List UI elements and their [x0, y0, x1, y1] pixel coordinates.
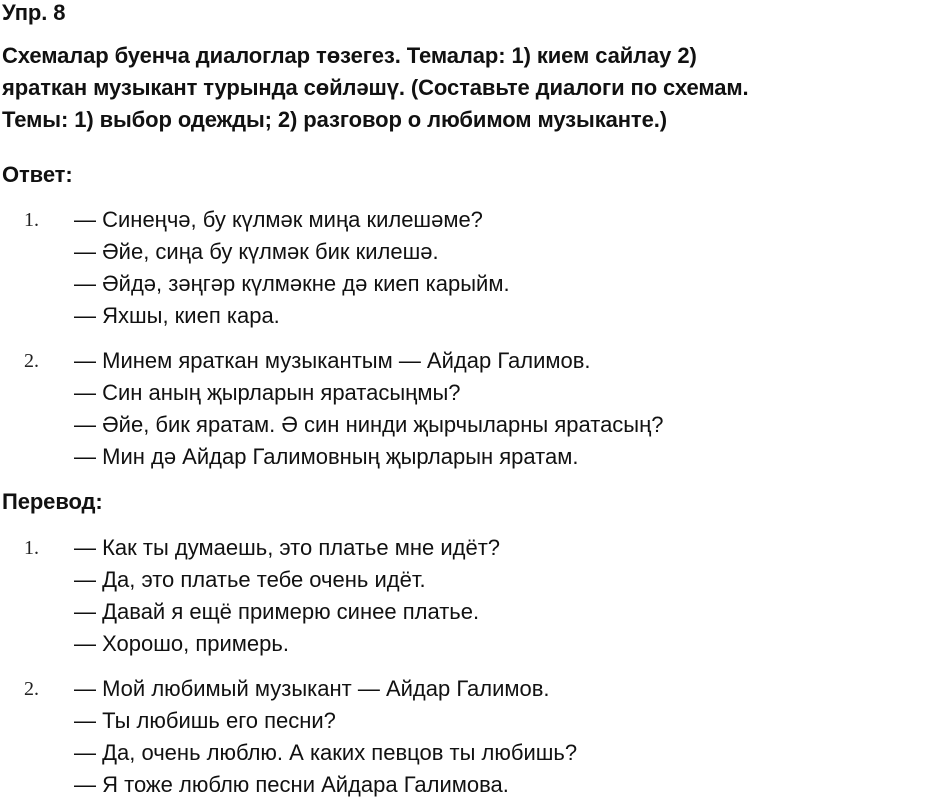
- dialog-line: — Мин дә Айдар Галимовның җырларын яратам.: [74, 444, 579, 469]
- dialog-line: — Синеңчә, бу күлмәк миңа килешәме?: [74, 207, 483, 232]
- dialog-line: — Да, очень люблю. А каких певцов ты любишь?: [74, 740, 578, 765]
- dialog-line: — Хорошо, примерь.: [74, 631, 289, 656]
- dialog-lines: [74, 532, 500, 660]
- dialog-line: — Минем яраткан музыкантым — Айдар Галимов.: [74, 348, 591, 373]
- dialog-line: — Мой любимый музыкант — Айдар Галимов.: [74, 676, 550, 701]
- dialog-line: — Как ты думаешь, это платье мне идёт?: [74, 535, 501, 560]
- task-line: Темы: 1) выбор одежды; 2) разговор о любимом музыканте.): [2, 107, 667, 132]
- task-line: Схемалар буенча диалоглар төзегез. Темалар: 1) кием сайлау 2): [2, 43, 697, 68]
- dialog-line: — Ты любишь его песни?: [74, 708, 336, 733]
- task-statement: [2, 40, 932, 136]
- answer-heading: Ответ:: [2, 162, 73, 187]
- dialog-line: — Да, это платье тебе очень идёт.: [74, 567, 426, 592]
- exercise-title: Упр. 8: [2, 0, 66, 25]
- dialog-number: 2.: [24, 678, 39, 700]
- dialog-lines: [74, 673, 577, 801]
- dialog-line: — Давай я ещё примерю синее платье.: [74, 599, 480, 624]
- dialog-lines: [74, 204, 510, 332]
- dialog-lines: [74, 345, 664, 473]
- task-line: яраткан музыкант турында сөйләшү. (Составьте диалоги по схемам.: [2, 75, 749, 100]
- dialog-line: — Я тоже люблю песни Айдара Галимова.: [74, 772, 509, 797]
- dialog-number: 1.: [24, 537, 39, 559]
- translation-heading: Перевод:: [2, 489, 103, 514]
- dialog-line: — Әйдә, зәңгәр күлмәкне дә киеп карыйм.: [74, 271, 510, 296]
- dialog-line: — Яхшы, киеп кара.: [74, 303, 280, 328]
- dialog-line: — Әйе, бик яратам. Ә син нинди җырчыларны яратасың?: [74, 412, 664, 437]
- dialog-line: — Син аның җырларын яратасыңмы?: [74, 380, 461, 405]
- dialog-number: 2.: [24, 350, 39, 372]
- dialog-number: 1.: [24, 209, 39, 231]
- dialog-line: — Әйе, сиңа бу күлмәк бик килешә.: [74, 239, 439, 264]
